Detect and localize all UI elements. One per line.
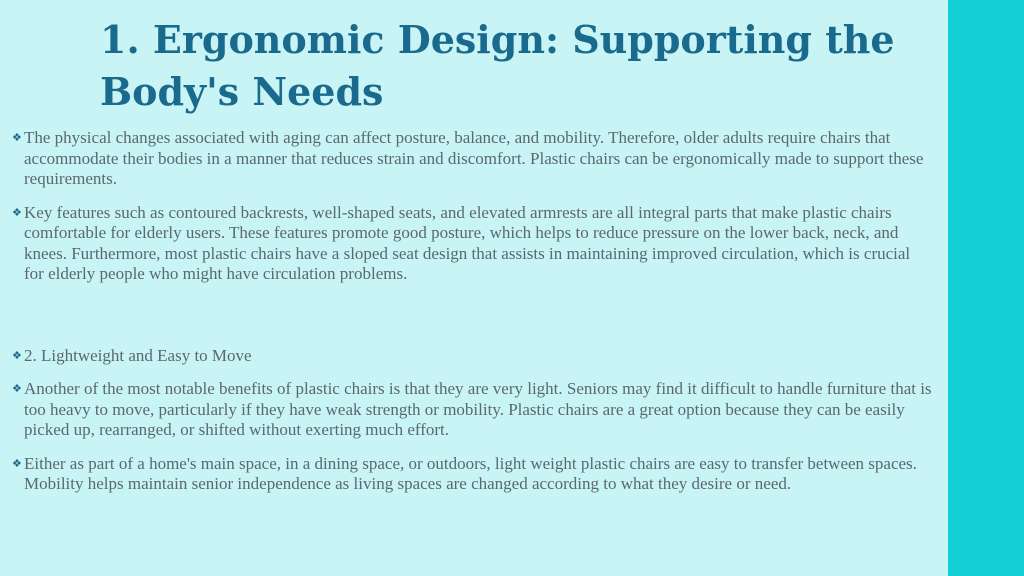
slide-title: 1. Ergonomic Design: Supporting the Body's Needs — [100, 17, 895, 114]
slide-content — [12, 128, 932, 508]
bullet-item — [12, 128, 932, 190]
bullet-text: The physical changes associated with aging can affect posture, balance, and mobility. Therefore, older adults require chairs that accommodate their bodies in a manner that reduces strain and discomfort. Plastic chairs can be ergonomically made to support these requirements. — [24, 128, 924, 188]
bullet-item — [12, 379, 932, 441]
section-heading-bullet — [12, 346, 932, 367]
diamond-bullet-icon: ❖ — [12, 349, 22, 362]
bullet-text: Another of the most notable benefits of plastic chairs is that they are very light. Seniors may find it difficult to handle furniture that is too heavy to move, particularly if they have weak strength or mobility. Plastic chairs are a great option because they can be easily picked up, rearranged, or shifted without exerting much effort. — [24, 379, 932, 439]
bullet-item — [12, 203, 932, 285]
section-spacer — [12, 298, 932, 346]
diamond-bullet-icon: ❖ — [12, 383, 22, 395]
diamond-bullet-icon: ❖ — [12, 206, 22, 219]
diamond-bullet-icon: ❖ — [12, 457, 22, 470]
bullet-text: Key features such as contoured backrests, well-shaped seats, and elevated armrests are all integral parts that make plastic chairs comfortable for elderly users. These features promote good posture, which helps to reduce pressure on the lower back, neck, and knees. Furthermore, most plastic chairs have a sloped seat design that assists in maintaining improved circulation, which is crucial for elderly people who might have circulation problems. — [24, 202, 911, 283]
bullet-item — [12, 454, 932, 495]
bullet-text: 2. Lightweight and Easy to Move — [24, 345, 252, 365]
bullet-text: Either as part of a home's main space, in a dining space, or outdoors, light weight plastic chairs are easy to transfer between spaces. Mobility helps maintain senior independence as living spaces are changed according to what they desire or need. — [24, 453, 917, 493]
side-accent-band — [948, 0, 1024, 576]
diamond-bullet-icon: ❖ — [12, 132, 22, 144]
